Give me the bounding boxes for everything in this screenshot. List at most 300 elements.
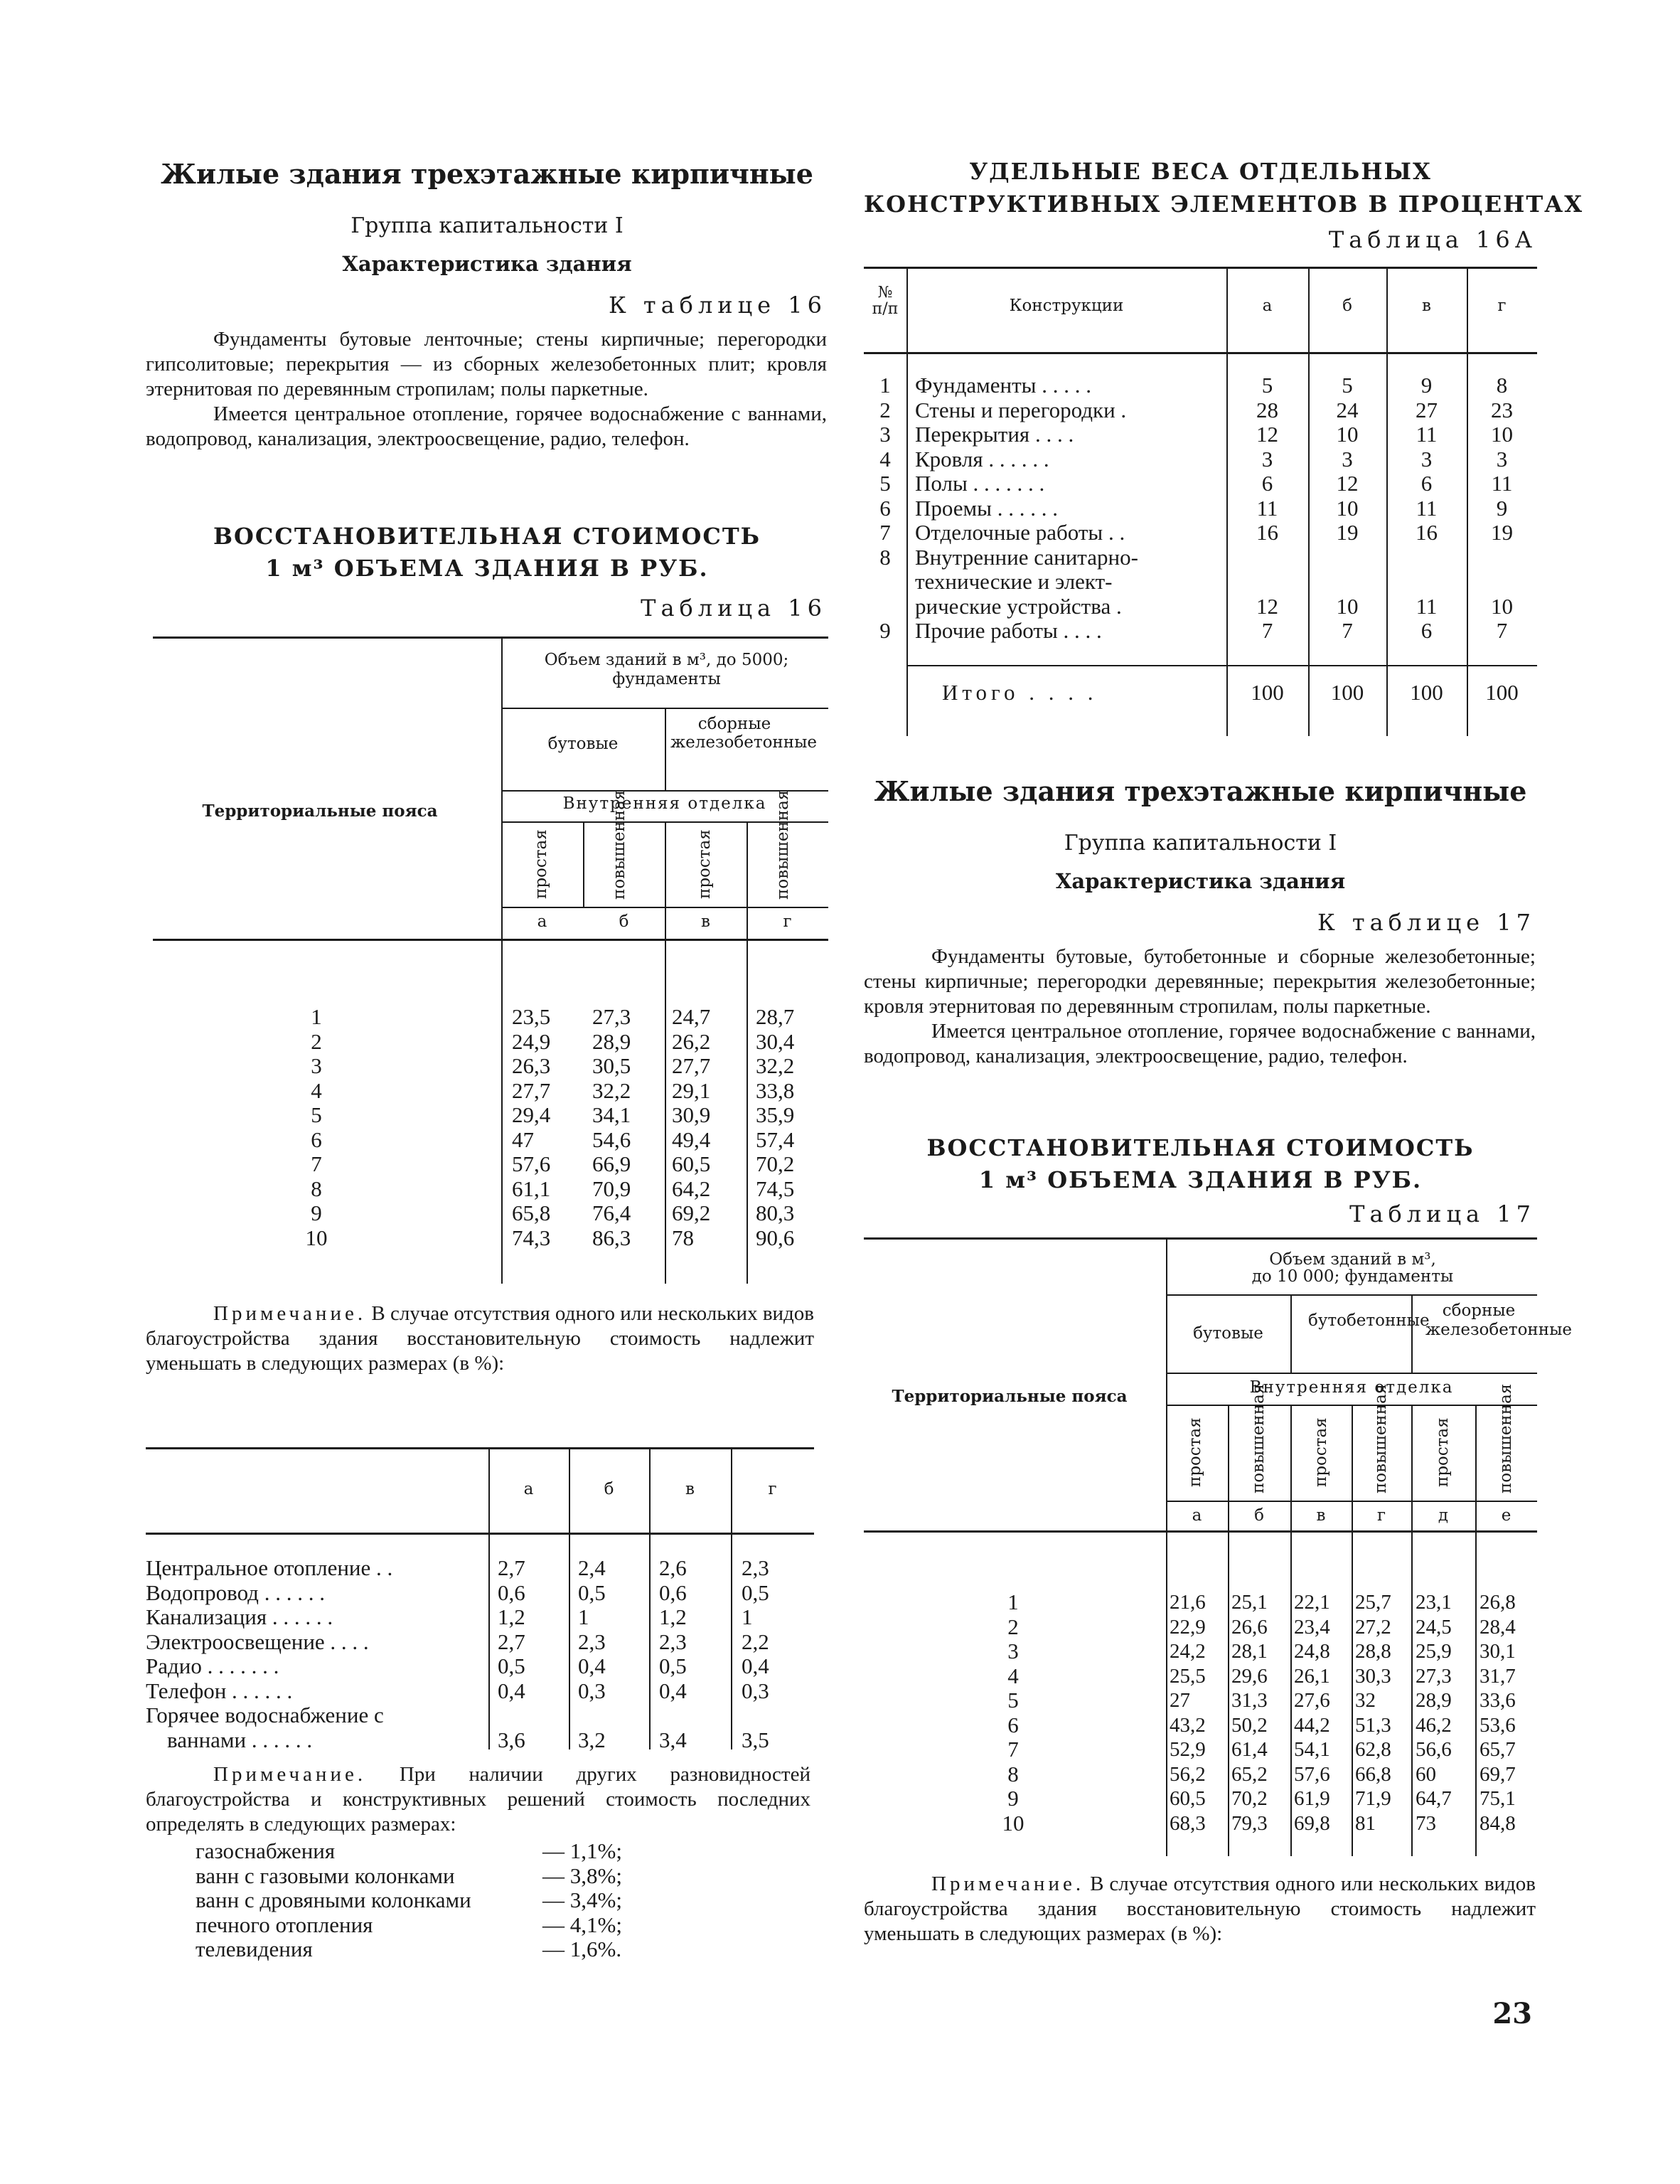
value-cell: 7 (1261, 619, 1273, 643)
value-cell: 54,6 (592, 1127, 631, 1152)
value-cell: 16 (1256, 521, 1278, 545)
value-cell: 44,2 (1294, 1713, 1330, 1737)
column-letter: а (1262, 297, 1273, 315)
table-label: Таблица 17 (1349, 1200, 1536, 1227)
value-cell: 0,5 (659, 1654, 687, 1678)
value-cell: 57,6 (1294, 1762, 1330, 1786)
column-letter: б (619, 912, 629, 931)
value-cell: 35,9 (756, 1103, 795, 1127)
column-letter: е (1501, 1506, 1512, 1525)
value-cell: 31,7 (1480, 1664, 1516, 1688)
number-header: п/п (872, 300, 899, 318)
value-cell: 56,6 (1416, 1738, 1452, 1761)
zone-header: Территориальные пояса (202, 801, 438, 821)
value-cell: 11 (1416, 594, 1438, 619)
reduction-table (146, 1447, 814, 1752)
value-cell: 29,1 (672, 1078, 711, 1103)
value-cell: 26,6 (1231, 1615, 1268, 1639)
value-cell: 65,7 (1480, 1738, 1516, 1761)
weights-subtitle: КОНСТРУКТИВНЫХ ЭЛЕМЕНТОВ В ПРОЦЕНТАХ (864, 191, 1584, 218)
value-cell: 7 (1342, 619, 1353, 643)
value-cell: 25,5 (1170, 1664, 1206, 1688)
value-cell: 70,2 (756, 1152, 795, 1176)
column-letter: г (1497, 297, 1507, 315)
column-letter: б (1342, 297, 1352, 315)
extras-list (196, 1839, 764, 1962)
reduction-item: Центральное отопление . . (146, 1556, 393, 1580)
reduction-labels (146, 1556, 483, 1752)
value-cell: 64,7 (1416, 1787, 1452, 1810)
zone-cell: 9 (1007, 1786, 1019, 1811)
value-cell: 60,5 (672, 1152, 711, 1176)
prostaya-header: простая (1186, 1417, 1204, 1488)
value-cell: 66,8 (1355, 1762, 1391, 1786)
description-paragraph: Фундаменты бутовые, бутобетонные и сборные железобетонные; стены кирпичные; перегородки деревянные; перекрытия железобетонные; кровля этернитовая по деревянным стропилам, полы паркетные. (864, 945, 1536, 1018)
value-cell: 0,3 (578, 1678, 606, 1703)
reduction-column-b (578, 1556, 646, 1752)
value-cell: 0,5 (498, 1654, 525, 1678)
column-letter: а (523, 1480, 534, 1498)
value-cell: 9 (1496, 496, 1508, 521)
value-cell: 1 (742, 1605, 753, 1629)
prostaya-header: простая (695, 829, 714, 899)
value-cell: 2,4 (578, 1556, 606, 1580)
value-cell: 57,4 (756, 1127, 795, 1152)
value-cell: 2,7 (498, 1556, 525, 1580)
cost-title: ВОССТАНОВИТЕЛЬНАЯ СТОИМОСТЬ (926, 1134, 1475, 1161)
value-cell: 49,4 (672, 1127, 711, 1152)
value-cell: 69,2 (672, 1201, 711, 1225)
value-cell: 11 (1256, 496, 1278, 521)
butovye-header: бутовые (547, 735, 619, 753)
zone-cell: 5 (311, 1103, 322, 1127)
note-3 (864, 1872, 1536, 1946)
total-cell: 100 (1410, 680, 1443, 705)
construction-name: Прочие работы . . . . (915, 619, 1102, 643)
value-cell: 32 (1355, 1689, 1376, 1712)
value-cell: 61,9 (1294, 1787, 1330, 1810)
finish-header: Внутренняя отделка (1249, 1378, 1454, 1397)
reduction-item: ваннами . . . . . . (167, 1727, 313, 1752)
value-cell: 6 (1420, 472, 1433, 496)
row-number: 7 (879, 521, 891, 545)
reduction-column-v (659, 1556, 727, 1752)
zone-cell: 7 (1007, 1737, 1019, 1762)
zone-cell: 3 (311, 1054, 322, 1078)
zone-cell: 2 (311, 1029, 322, 1054)
value-cell: 33,8 (756, 1078, 795, 1103)
value-cell: 28,4 (1480, 1615, 1516, 1639)
value-cell: 30,4 (756, 1029, 795, 1054)
number-header: № (877, 284, 893, 302)
zone-cell: 4 (1007, 1663, 1019, 1688)
value-cell: 1,2 (659, 1605, 687, 1629)
building-description (146, 327, 827, 452)
total-cell: 100 (1330, 680, 1364, 705)
construction-name: Отделочные работы . . (915, 521, 1125, 545)
extra-item: телевидения — 1,6%. (196, 1937, 622, 1961)
value-cell: 30,3 (1355, 1664, 1391, 1688)
extra-item: ванн с газовыми колонками — 3,8%; (196, 1863, 622, 1888)
value-cell: 74,3 (512, 1225, 551, 1250)
column-letter: г (768, 1480, 777, 1498)
note-text: В случае отсутствия одного или нескольких видов благоустройства здания восстановительную стоимость надлежит уменьшать в следующих размерах (в %): (146, 1302, 814, 1375)
value-cell: 26,2 (672, 1029, 711, 1054)
building-description (864, 944, 1536, 1069)
note-label: Примечание. (213, 1763, 367, 1786)
value-cell: 3 (1342, 447, 1353, 472)
value-cell: 26,8 (1480, 1591, 1516, 1614)
row-number: 1 (879, 373, 891, 398)
value-cell: 66,9 (592, 1152, 631, 1176)
row-number: 4 (879, 447, 891, 472)
value-cell: 32,2 (592, 1078, 631, 1103)
zone-column (992, 1590, 1034, 1836)
value-cell: 21,6 (1170, 1591, 1206, 1614)
value-cell: 12 (1336, 472, 1359, 496)
value-cell: 5 (1342, 373, 1353, 398)
value-cell: 69,7 (1480, 1762, 1516, 1786)
butobet-header: бутобетонные (1308, 1311, 1430, 1330)
value-cell: 0,4 (578, 1654, 606, 1678)
construction-name: Фундаменты . . . . . (915, 373, 1091, 398)
value-cell: 0,6 (498, 1580, 525, 1605)
value-cell: 65,2 (1231, 1762, 1268, 1786)
value-cell: 6 (1420, 619, 1433, 643)
weights-column-g (1467, 373, 1537, 644)
group-label: Группа капитальности I (351, 213, 624, 238)
zone-cell: 8 (311, 1176, 322, 1201)
column-letter: г (1376, 1506, 1386, 1525)
value-cell: 7 (1496, 619, 1508, 643)
weights-title: УДЕЛЬНЫЕ ВЕСА ОТДЕЛЬНЫХ (969, 158, 1432, 185)
value-cell: 24 (1336, 398, 1359, 422)
description-paragraph: Фундаменты бутовые ленточные; стены кирпичные; перегородки гипсолитовые; перекрытия — из сборных железобетонных плит; кровля этернитовая по деревянным стропилам; полы паркетные. (146, 328, 827, 400)
volume-header: Объем зданий в м³, до 5000; фундаменты (544, 651, 789, 688)
value-cell: 24,9 (512, 1029, 551, 1054)
value-cell: 23,4 (1294, 1615, 1330, 1639)
cost-table-17 (864, 1237, 1572, 1856)
weights-numbers (864, 373, 906, 644)
value-cell: 80,3 (756, 1201, 795, 1225)
value-cell: 24,2 (1170, 1640, 1206, 1663)
zone-cell: 7 (311, 1152, 322, 1176)
value-cell: 69,8 (1294, 1811, 1330, 1835)
value-cell: 46,2 (1416, 1713, 1452, 1737)
column-letter: д (1438, 1506, 1449, 1525)
construction-name: Стены и перегородки . (915, 398, 1127, 422)
value-cell: 3,2 (578, 1727, 606, 1752)
value-cell: 65,8 (512, 1201, 551, 1225)
value-cell: 12 (1256, 422, 1278, 447)
column-g (1355, 1590, 1411, 1836)
value-cell: 28,9 (592, 1029, 631, 1054)
povysh-header: повышенная (1249, 1383, 1268, 1493)
zone-cell: 10 (1002, 1811, 1024, 1836)
value-cell: 10 (1336, 422, 1359, 447)
value-cell: 0,3 (742, 1678, 769, 1703)
value-cell: 3 (1420, 447, 1433, 472)
zone-cell: 2 (1007, 1614, 1019, 1639)
value-cell: 11 (1416, 422, 1438, 447)
cost-table-16 (153, 636, 828, 1284)
value-cell: 28,8 (1355, 1640, 1391, 1663)
value-cell: 68,3 (1170, 1811, 1206, 1835)
row-number: 6 (879, 496, 891, 521)
value-cell: 2,3 (578, 1629, 606, 1654)
value-cell: 24,5 (1416, 1615, 1452, 1639)
value-cell: 0,4 (742, 1654, 769, 1678)
value-cell: 84,8 (1480, 1811, 1516, 1835)
value-cell: 10 (1336, 496, 1359, 521)
value-cell: 5 (1261, 373, 1273, 398)
column-letter: а (1192, 1506, 1202, 1525)
column-d (1416, 1590, 1474, 1836)
value-cell: 73 (1416, 1811, 1436, 1835)
value-cell: 12 (1256, 594, 1278, 619)
value-cell: 60,5 (1170, 1787, 1206, 1810)
value-cell: 10 (1491, 594, 1513, 619)
construction-name: технические и элект- (915, 570, 1113, 594)
note-label: Примечание. (213, 1302, 367, 1325)
reduction-column-a (498, 1556, 565, 1752)
value-cell: 6 (1261, 472, 1273, 496)
zone-cell: 5 (1007, 1688, 1019, 1712)
description-paragraph: Имеется центральное отопление, горячее водоснабжение с ваннами, водопровод, канализация, электроосвещение, радио, телефон. (864, 1020, 1536, 1067)
reduction-item: Телефон . . . . . . (146, 1678, 293, 1703)
value-cell: 51,3 (1355, 1713, 1391, 1737)
povysh-header: повышенная (610, 789, 628, 900)
value-cell: 29,6 (1231, 1664, 1268, 1688)
value-cell: 27,6 (1294, 1689, 1330, 1712)
zone-cell: 10 (305, 1225, 328, 1250)
cost-subtitle: 1 м³ ОБЪЕМА ЗДАНИЯ В РУБ. (265, 555, 709, 582)
value-cell: 24,8 (1294, 1640, 1330, 1663)
zone-header: Территориальные пояса (892, 1387, 1128, 1406)
value-cell: 3 (1496, 447, 1508, 472)
value-cell: 54,1 (1294, 1738, 1330, 1761)
value-cell: 25,9 (1416, 1640, 1452, 1663)
value-cell: 23 (1491, 398, 1513, 422)
table-reference: К таблице 17 (1317, 909, 1536, 936)
construction-name: рические устройства . (915, 594, 1122, 619)
sbornye-header: сборные железобетонные (1425, 1301, 1572, 1339)
value-cell: 23,5 (512, 1005, 551, 1029)
column-letter: в (701, 912, 710, 931)
value-cell: 27 (1170, 1689, 1190, 1712)
value-cell: 25,7 (1355, 1591, 1391, 1614)
construction-name: Проемы . . . . . . (915, 496, 1058, 521)
value-cell: 26,1 (1294, 1664, 1330, 1688)
value-cell: 2,6 (659, 1556, 687, 1580)
column-b (592, 1005, 663, 1250)
column-letter: в (1316, 1506, 1326, 1525)
value-cell: 22,9 (1170, 1615, 1206, 1639)
volume-header: до 10 000; фундаменты (1251, 1267, 1454, 1286)
zone-cell: 6 (1007, 1712, 1019, 1737)
extra-item: газоснабжения — 1,1%; (196, 1839, 622, 1863)
value-cell: 11 (1416, 496, 1438, 521)
total-label: Итого . . . . (942, 681, 1098, 705)
weights-column-a (1226, 373, 1308, 644)
table-label: Таблица 16 (641, 595, 827, 622)
value-cell: 0,4 (659, 1678, 687, 1703)
value-cell: 47 (512, 1127, 534, 1152)
reduction-item: Водопровод . . . . . . (146, 1580, 325, 1605)
value-cell: 32,2 (756, 1054, 795, 1078)
column-a (512, 1005, 583, 1250)
value-cell: 30,5 (592, 1054, 631, 1078)
note-2 (146, 1762, 810, 1837)
value-cell: 0,5 (742, 1580, 769, 1605)
value-cell: 3,4 (659, 1727, 687, 1752)
value-cell: 28,1 (1231, 1640, 1268, 1663)
total-cell: 100 (1251, 680, 1284, 705)
zone-cell: 4 (311, 1078, 322, 1103)
weights-column-b (1308, 373, 1386, 644)
value-cell: 52,9 (1170, 1738, 1206, 1761)
column-a (1170, 1590, 1226, 1836)
value-cell: 25,1 (1231, 1591, 1268, 1614)
value-cell: 0,5 (578, 1580, 606, 1605)
povysh-header: повышенная (774, 789, 792, 900)
row-number: 8 (879, 545, 891, 570)
extra-item: печного отопления — 4,1%; (196, 1912, 622, 1937)
value-cell: 27,3 (592, 1005, 631, 1029)
reduction-item: Горячее водоснабжение с (146, 1703, 384, 1727)
value-cell: 3,6 (498, 1727, 525, 1752)
value-cell: 30,1 (1480, 1640, 1516, 1663)
value-cell: 33,6 (1480, 1689, 1516, 1712)
zone-cell: 9 (311, 1201, 322, 1225)
value-cell: 16 (1416, 521, 1438, 545)
note-label: Примечание. (931, 1873, 1085, 1895)
construction-name: Внутренние санитарно- (915, 545, 1138, 570)
value-cell: 81 (1355, 1811, 1376, 1835)
construction-header: Конструкции (1009, 297, 1124, 315)
value-cell: 2,2 (742, 1629, 769, 1654)
table-label: Таблица 16А (1328, 226, 1537, 253)
column-v (1294, 1590, 1351, 1836)
value-cell: 31,3 (1231, 1689, 1268, 1712)
value-cell: 0,4 (498, 1678, 525, 1703)
note-1 (146, 1301, 814, 1376)
prostaya-header: простая (532, 829, 550, 899)
column-letter: а (537, 912, 547, 931)
value-cell: 60 (1416, 1762, 1436, 1786)
total-cell: 100 (1485, 680, 1519, 705)
section-title: Жилые здания трехэтажные кирпичные (874, 775, 1527, 807)
butovye-header: бутовые (1193, 1324, 1263, 1343)
note-text: В случае отсутствия одного или нескольких видов благоустройства здания восстановительную стоимость надлежит уменьшать в следующих размерах (в %): (864, 1873, 1536, 1945)
value-cell: 70,2 (1231, 1787, 1268, 1810)
value-cell: 86,3 (592, 1225, 631, 1250)
cost-title: ВОССТАНОВИТЕЛЬНАЯ СТОИМОСТЬ (213, 523, 761, 550)
zone-cell: 6 (311, 1127, 322, 1152)
value-cell: 27,2 (1355, 1615, 1391, 1639)
column-letter: в (685, 1480, 695, 1498)
value-cell: 57,6 (512, 1152, 551, 1176)
value-cell: 19 (1491, 521, 1513, 545)
value-cell: 27,3 (1416, 1664, 1452, 1688)
value-cell: 9 (1420, 373, 1433, 398)
value-cell: 27,7 (512, 1078, 551, 1103)
value-cell: 62,8 (1355, 1738, 1391, 1761)
value-cell: 19 (1336, 521, 1359, 545)
value-cell: 27,7 (672, 1054, 711, 1078)
row-number: 2 (879, 398, 891, 422)
value-cell: 11 (1491, 472, 1513, 496)
column-letter: в (1422, 297, 1431, 315)
description-paragraph: Имеется центральное отопление, горячее водоснабжение с ваннами, водопровод, канализация, электроосвещение, радио, телефон. (146, 403, 827, 450)
construction-name: Перекрытия . . . . (915, 422, 1074, 447)
povysh-header: повышенная (1497, 1383, 1515, 1493)
value-cell: 50,2 (1231, 1713, 1268, 1737)
column-v (672, 1005, 743, 1250)
value-cell: 2,7 (498, 1629, 525, 1654)
cost-subtitle: 1 м³ ОБЪЕМА ЗДАНИЯ В РУБ. (978, 1166, 1423, 1193)
weights-column-v (1386, 373, 1467, 644)
section-title: Жилые здания трехэтажные кирпичные (161, 158, 813, 190)
value-cell: 27 (1416, 398, 1438, 422)
value-cell: 75,1 (1480, 1787, 1516, 1810)
sbornye-header: сборные железобетонные (670, 715, 817, 752)
value-cell: 8 (1496, 373, 1508, 398)
povysh-header: повышенная (1371, 1383, 1390, 1493)
table-reference: К таблице 16 (608, 292, 827, 319)
value-cell: 28,7 (756, 1005, 795, 1029)
value-cell: 61,1 (512, 1176, 551, 1201)
value-cell: 78 (672, 1225, 694, 1250)
value-cell: 10 (1336, 594, 1359, 619)
reduction-item: Канализация . . . . . . (146, 1605, 333, 1629)
note-text: При наличии других разновидностей благоустройства и конструктивных решений стоимость последних определять в следующих размерах: (146, 1763, 810, 1836)
value-cell: 23,1 (1416, 1591, 1452, 1614)
zone-cell: 3 (1007, 1639, 1019, 1663)
value-cell: 10 (1491, 422, 1513, 447)
characteristic-heading: Характеристика здания (1055, 869, 1346, 893)
construction-name: Кровля . . . . . . (915, 447, 1049, 472)
zone-column (295, 1005, 338, 1250)
value-cell: 56,2 (1170, 1762, 1206, 1786)
value-cell: 2,3 (742, 1556, 769, 1580)
reduction-item: Электроосвещение . . . . (146, 1629, 369, 1654)
column-letter: б (1254, 1506, 1264, 1525)
reduction-item: Радио . . . . . . . (146, 1654, 279, 1678)
column-g (756, 1005, 827, 1250)
value-cell: 30,9 (672, 1103, 711, 1127)
value-cell: 90,6 (756, 1225, 795, 1250)
value-cell: 26,3 (512, 1054, 551, 1078)
value-cell: 28,9 (1416, 1689, 1452, 1712)
volume-header: Объем зданий в м³, (1269, 1250, 1436, 1269)
row-number: 9 (879, 619, 891, 643)
weights-labels (915, 373, 1222, 644)
column-letter: б (604, 1480, 614, 1498)
column-letter: г (783, 912, 792, 931)
value-cell: 61,4 (1231, 1738, 1268, 1761)
value-cell: 24,7 (672, 1005, 711, 1029)
value-cell: 74,5 (756, 1176, 795, 1201)
value-cell: 1 (578, 1605, 589, 1629)
value-cell: 43,2 (1170, 1713, 1206, 1737)
value-cell: 0,6 (659, 1580, 687, 1605)
characteristic-heading: Характеристика здания (342, 252, 632, 276)
column-e (1480, 1590, 1536, 1836)
value-cell: 79,3 (1231, 1811, 1268, 1835)
prostaya-header: простая (1433, 1417, 1452, 1488)
zone-cell: 8 (1007, 1762, 1019, 1786)
